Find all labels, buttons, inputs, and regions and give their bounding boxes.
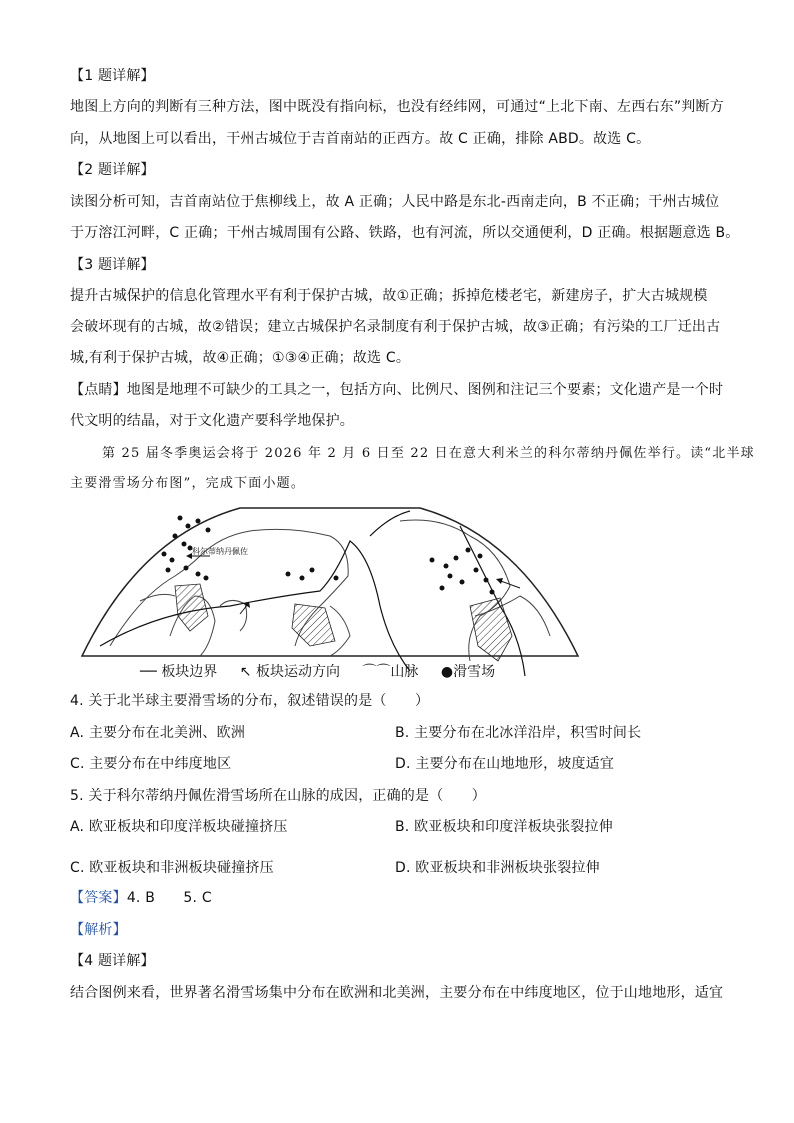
mountain-icon: ⌒⌒: [362, 664, 391, 680]
legend-plate-boundary-label: 板块边界: [161, 664, 218, 680]
q4-option-d[interactable]: D. 主要分布在山地地形，坡度适宜: [395, 756, 615, 772]
q4-stem: 4. 关于北半球主要滑雪场的分布，叙述错误的是（ ）: [70, 693, 430, 709]
analysis-label: 【解析】: [70, 922, 127, 938]
dot-icon: ●: [440, 664, 454, 680]
q4-detail-header: 【4 题详解】: [70, 953, 155, 969]
legend-ski-resort-label: 滑雪场: [453, 664, 496, 680]
q5-option-d[interactable]: D. 欧亚板块和非洲板块张裂拉伸: [395, 860, 600, 876]
arrow-icon: ↖: [239, 664, 252, 680]
q5-option-c[interactable]: C. 欧亚板块和非洲板块碰撞挤压: [70, 860, 274, 876]
q4-option-a[interactable]: A. 主要分布在北美洲、欧洲: [70, 725, 246, 741]
q3-line-3: 城,有利于保护古城，故④正确；①③④正确；故选 C。: [70, 350, 411, 366]
q3-line-2: 会破坏现有的古城，故②错误；建立古城保护名录制度有利于保护古城，故③正确；有污染的工厂迁出古: [70, 319, 721, 335]
q2-line-2: 于万溶江河畔，C 正确；干州古城周围有公路、铁路，也有河流，所以交通便利，D 正确。根据题意选 B。: [70, 225, 740, 241]
q3-header: 【3 题详解】: [70, 257, 155, 273]
map-graphic: [80, 496, 580, 686]
legend-mountain: [362, 661, 418, 681]
intro-line-2: 主要滑雪场分布图”，完成下面小题。: [70, 476, 306, 491]
q5-option-b[interactable]: B. 欧亚板块和印度洋板块张裂拉伸: [395, 819, 613, 835]
legend-mountain-label: 山脉: [390, 664, 419, 680]
answer-text: 4. B 5. C: [126, 890, 212, 906]
q1-line-1: 地图上方向的判断有三种方法，图中既没有指向标，也没有经纬网，可通过“上北下南、左西右东”判断方: [70, 99, 724, 115]
map-place-label: 科尔蒂纳丹佩佐: [192, 547, 248, 556]
q2-header: 【2 题详解】: [70, 162, 155, 178]
dianjing-line-1: 【点睛】地图是地理不可缺少的工具之一，包括方向、比例尺、图例和注记三个要素；文化遗产是一个时: [70, 382, 724, 398]
intro-line-1: 第 25 届冬季奥运会将于 2026 年 2 月 6 日至 22 日在意大利米兰的科尔蒂纳丹佩佐举行。读“北半球: [102, 446, 755, 461]
q2-line-1: 读图分析可知，吉首南站位于焦柳线上，故 A 正确；人民中路是东北-西南走向，B 不正确；干州古城位: [70, 194, 720, 210]
q4-detail-line: 结合图例来看，世界著名滑雪场集中分布在欧洲和北美洲，主要分布在中纬度地区，位于山地地形，适宜: [70, 985, 724, 1001]
answer-label: 【答案】: [70, 890, 127, 906]
q1-line-2: 向，从地图上可以看出，干州古城位于吉首南站的正西方。故 C 正确，排除 ABD。故选 C。: [70, 131, 651, 147]
ski-resort-map: [80, 496, 580, 686]
legend-plate-motion: [240, 661, 340, 681]
q5-stem: 5. 关于科尔蒂纳丹佩佐滑雪场所在山脉的成因，正确的是（ ）: [70, 788, 487, 804]
q1-header: 【1 题详解】: [70, 68, 155, 84]
legend-ski-resort: [441, 661, 495, 681]
legend-plate-motion-label: 板块运动方向: [255, 664, 340, 680]
legend-plate-boundary: ── 板块边界: [140, 661, 217, 681]
q4-option-b[interactable]: B. 主要分布在北冰洋沿岸，积雪时间长: [395, 725, 642, 741]
answer-row: [70, 888, 212, 908]
map-legend: [140, 661, 513, 681]
q3-line-1: 提升古城保护的信息化管理水平有利于保护古城，故①正确；拆掉危楼老宅，新建房子，扩大古城规模: [70, 288, 708, 304]
dianjing-line-2: 代文明的结晶，对于文化遗产要科学地保护。: [70, 413, 354, 429]
q4-option-c[interactable]: C. 主要分布在中纬度地区: [70, 756, 232, 772]
q5-option-a[interactable]: A. 欧亚板块和印度洋板块碰撞挤压: [70, 819, 288, 835]
